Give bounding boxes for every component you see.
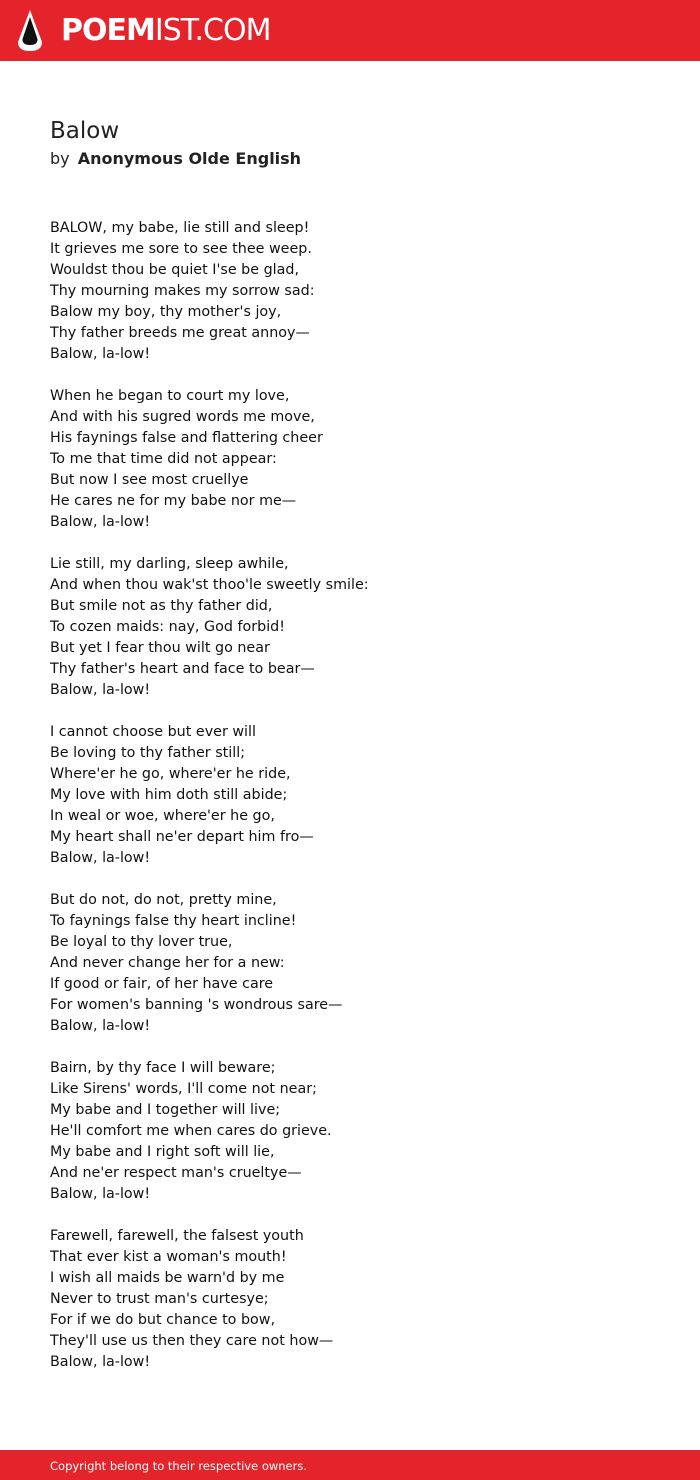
poem-line: But smile not as thy father did, [50, 598, 273, 614]
author-name: Anonymous Olde English [77, 149, 302, 168]
poem-line: BALOW, my babe, lie still and sleep! [50, 220, 310, 236]
poem-line: To cozen maids: nay, God forbid! [50, 619, 285, 635]
poem-line: Balow, la-low! [50, 850, 151, 866]
poem-line: Like Sirens' words, I'll come not near; [50, 1081, 317, 1097]
poem-line: Wouldst thou be quiet I'se be glad, [50, 262, 300, 278]
poem-line: But do not, do not, pretty mine, [50, 892, 277, 908]
byline [50, 148, 301, 170]
poem-line: Balow, la-low! [50, 346, 151, 362]
poem-line: When he began to court my love, [50, 388, 290, 404]
poem-line: Thy father breeds me great annoy— [50, 325, 310, 341]
logo-text-bold: POEM [61, 13, 155, 48]
poem-line: For if we do but chance to bow, [50, 1312, 276, 1328]
poem-line: To me that time did not appear: [50, 451, 277, 467]
poem-line: For women's banning 's wondrous sare— [50, 997, 343, 1013]
poem-line: Be loving to thy father still; [50, 745, 246, 761]
copyright-text: Copyright belong to their respective owners. [50, 1459, 308, 1473]
stanza [50, 890, 650, 1037]
poem-line: Lie still, my darling, sleep awhile, [50, 556, 289, 572]
poem-line: Balow, la-low! [50, 1018, 151, 1034]
stanza [50, 1226, 650, 1373]
poem-line: And never change her for a new: [50, 955, 285, 971]
by-label: by [50, 149, 70, 168]
poem-line: My love with him doth still abide; [50, 787, 288, 803]
stanza [50, 386, 650, 533]
site-footer [0, 1450, 700, 1480]
poem-line: But now I see most cruellye [50, 472, 249, 488]
stanza [50, 218, 650, 365]
poem-line: Where'er he go, where'er he ride, [50, 766, 291, 782]
poem-line: If good or fair, of her have care [50, 976, 274, 992]
poem-line: I wish all maids be warn'd by me [50, 1270, 285, 1286]
poem-line: And ne'er respect man's crueltye— [50, 1165, 302, 1181]
poem-line: And with his sugred words me move, [50, 409, 315, 425]
poem-line: Balow my boy, thy mother's joy, [50, 304, 282, 320]
stanza [50, 1058, 650, 1205]
poem-title: Balow [50, 118, 120, 144]
stanza [50, 722, 650, 869]
poem-line: Farewell, farewell, the falsest youth [50, 1228, 304, 1244]
poem-line: My heart shall ne'er depart him fro— [50, 829, 314, 845]
poem-line: I cannot choose but ever will [50, 724, 256, 740]
poem-line: They'll use us then they care not how— [50, 1333, 334, 1349]
poem-body [50, 218, 650, 1394]
poem-line: In weal or woe, where'er he go, [50, 808, 275, 824]
site-header [0, 0, 700, 61]
poem-line: My babe and I right soft will lie, [50, 1144, 275, 1160]
poem-line: My babe and I together will live; [50, 1102, 281, 1118]
poem-line: He'll comfort me when cares do grieve. [50, 1123, 332, 1139]
poem-line: Never to trust man's curtesye; [50, 1291, 269, 1307]
poem-line: Balow, la-low! [50, 1354, 151, 1370]
poem-line: But yet I fear thou wilt go near [50, 640, 270, 656]
poem-line: Be loyal to thy lover true, [50, 934, 233, 950]
poem-line: That ever kist a woman's mouth! [50, 1249, 287, 1265]
poem-line: Balow, la-low! [50, 514, 151, 530]
poem-line: His faynings false and flattering cheer [50, 430, 323, 446]
poem-line: Bairn, by thy face I will beware; [50, 1060, 276, 1076]
poem-line: It grieves me sore to see thee weep. [50, 241, 312, 257]
stanza [50, 554, 650, 701]
poem-line: Balow, la-low! [50, 1186, 151, 1202]
poem-line: And when thou wak'st thoo'le sweetly smile: [50, 577, 369, 593]
site-logo[interactable] [61, 13, 270, 49]
pencil-logo-icon[interactable] [17, 9, 43, 52]
poem-line: Balow, la-low! [50, 682, 151, 698]
poem-line: To faynings false thy heart incline! [50, 913, 297, 929]
poem-line: He cares ne for my babe nor me— [50, 493, 297, 509]
poem-line: Thy mourning makes my sorrow sad: [50, 283, 315, 299]
poem-line: Thy father's heart and face to bear— [50, 661, 315, 677]
logo-text-light: IST.COM [154, 13, 271, 48]
